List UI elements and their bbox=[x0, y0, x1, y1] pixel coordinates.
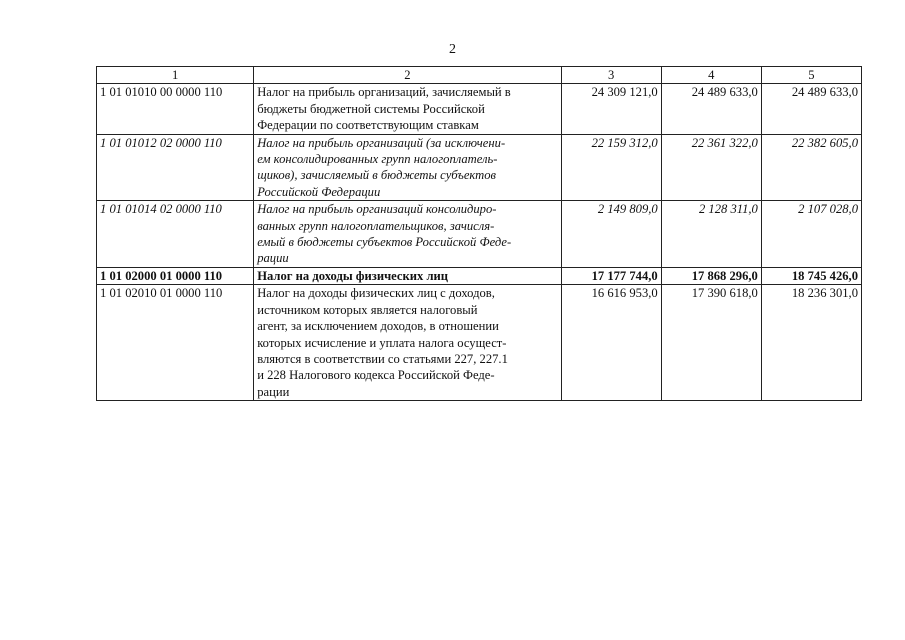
table-row bbox=[97, 134, 862, 201]
amount-cell-v3: 22 159 312,0 bbox=[561, 134, 661, 201]
header-row bbox=[97, 67, 862, 84]
table-body bbox=[97, 84, 862, 401]
revenue-name-line: емый в бюджеты субъектов Российской Феде- bbox=[257, 235, 512, 250]
amount-cell-v5: 24 489 633,0 bbox=[761, 84, 861, 134]
revenue-name-line: ванных групп налогоплательщиков, зачисля- bbox=[257, 218, 495, 233]
amount-cell-v4: 17 390 618,0 bbox=[661, 285, 761, 401]
header-col-4: 4 bbox=[661, 67, 761, 84]
table-row bbox=[97, 285, 862, 401]
amount-cell-v3: 24 309 121,0 bbox=[561, 84, 661, 134]
budget-code-cell: 1 01 01010 00 0000 110 bbox=[97, 84, 254, 134]
revenue-name-line: вляются в соответствии со статьями 227, 227.1 bbox=[257, 351, 508, 366]
budget-revenue-table bbox=[96, 66, 862, 401]
amount-cell-v5: 18 745 426,0 bbox=[761, 267, 861, 284]
revenue-name-line: рации bbox=[257, 384, 290, 399]
amount-cell-v4: 2 128 311,0 bbox=[661, 201, 761, 268]
revenue-name-line: щиков), зачисляемый в бюджеты субъектов bbox=[257, 168, 497, 183]
revenue-name-cell bbox=[254, 134, 561, 201]
amount-cell-v5: 22 382 605,0 bbox=[761, 134, 861, 201]
revenue-name-line: Российской Федерации bbox=[257, 184, 381, 199]
revenue-name-line: агент, за исключением доходов, в отношении bbox=[257, 319, 499, 334]
revenue-name-line: и 228 Налогового кодекса Российской Феде- bbox=[257, 368, 495, 383]
revenue-name-cell bbox=[254, 285, 561, 401]
revenue-name-cell bbox=[254, 267, 561, 284]
budget-code-cell: 1 01 02000 01 0000 110 bbox=[97, 267, 254, 284]
header-col-3: 3 bbox=[561, 67, 661, 84]
revenue-name-line: бюджеты бюджетной системы Российской bbox=[257, 101, 485, 116]
revenue-name-line: которых исчисление и уплата налога осущест- bbox=[257, 335, 507, 350]
revenue-name-line: Налог на прибыль организаций (за исключени- bbox=[257, 135, 506, 150]
amount-cell-v4: 24 489 633,0 bbox=[661, 84, 761, 134]
table-row bbox=[97, 84, 862, 134]
amount-cell-v3: 2 149 809,0 bbox=[561, 201, 661, 268]
amount-cell-v3: 16 616 953,0 bbox=[561, 285, 661, 401]
amount-cell-v5: 18 236 301,0 bbox=[761, 285, 861, 401]
amount-cell-v5: 2 107 028,0 bbox=[761, 201, 861, 268]
page-number: 2 bbox=[449, 42, 456, 57]
budget-code-cell: 1 01 02010 01 0000 110 bbox=[97, 285, 254, 401]
amount-cell-v4: 22 361 322,0 bbox=[661, 134, 761, 201]
revenue-name-line: рации bbox=[257, 251, 289, 266]
amount-cell-v4: 17 868 296,0 bbox=[661, 267, 761, 284]
revenue-name-line: Налог на прибыль организаций, зачисляемый в bbox=[257, 85, 511, 100]
header-col-2: 2 bbox=[254, 67, 561, 84]
revenue-name-line: Федерации по соответствующим ставкам bbox=[257, 118, 479, 133]
table-row bbox=[97, 201, 862, 268]
revenue-name-line: Налог на прибыль организаций консолидиро- bbox=[257, 202, 497, 217]
header-col-5: 5 bbox=[761, 67, 861, 84]
revenue-name-line: ем консолидированных групп налогоплатель- bbox=[257, 152, 498, 167]
budget-code-cell: 1 01 01012 02 0000 110 bbox=[97, 134, 254, 201]
table-row bbox=[97, 267, 862, 284]
revenue-name-line: Налог на доходы физических лиц с доходов, bbox=[257, 286, 495, 301]
header-col-1: 1 bbox=[97, 67, 254, 84]
revenue-name-line: Налог на доходы физических лиц bbox=[257, 268, 449, 283]
budget-code-cell: 1 01 01014 02 0000 110 bbox=[97, 201, 254, 268]
revenue-name-cell bbox=[254, 84, 561, 134]
revenue-name-line: источником которых является налоговый bbox=[257, 302, 478, 317]
revenue-name-cell bbox=[254, 201, 561, 268]
amount-cell-v3: 17 177 744,0 bbox=[561, 267, 661, 284]
